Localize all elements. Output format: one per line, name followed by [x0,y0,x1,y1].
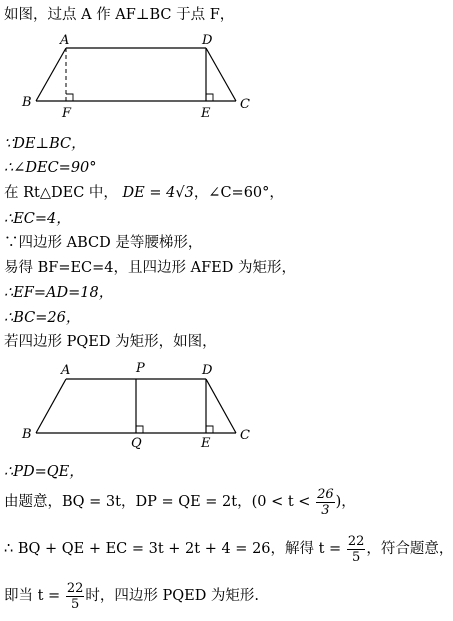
fraction-22-over-5-b [66,581,85,612]
label-B2: B [22,427,32,442]
de-perp-line: ∵DE⊥BC， [4,136,86,152]
easy-line: 易得 BF=EC=4，且四边形 AFED 为矩形， [4,260,296,276]
label-A2: A [61,363,71,378]
label-B: B [22,95,32,110]
conclusion-prefix: 即当 t = [4,588,61,604]
solve-line [4,533,453,565]
label-Q: Q [131,436,142,451]
label-C2: C [240,428,250,443]
given-prefix: 由题意，BQ = 3t，DP = QE = 2t，(0 < t < [4,494,311,510]
label-P: P [136,361,145,376]
conclusion-suffix: 时，四边形 PQED 为矩形. [85,588,260,604]
label-F: F [62,106,72,121]
fraction-numerator: 22 [347,533,365,549]
label-D2: D [202,363,213,378]
label-A: A [60,33,70,48]
given-line [4,486,356,518]
label-E2: E [201,436,211,451]
fraction-26-over-3 [316,487,335,518]
label-C: C [240,97,250,112]
fraction-denominator: 3 [321,502,330,518]
rt-angle-c: ，∠C=60°， [193,185,284,201]
ec-line: ∴EC=4， [4,211,71,227]
ef-line: ∴EF=AD=18， [4,285,114,301]
fraction-numerator: 26 [317,486,334,502]
pd-qe-line: ∴PD=QE， [4,464,84,480]
conclusion-line [4,580,259,612]
label-E: E [201,106,211,121]
rt-triangle-line [4,184,284,202]
angle-line: ∴∠DEC=90° [4,160,97,176]
trapezoid-figure-2 [0,355,436,455]
rt-de: DE = 4√3 [122,185,194,201]
solve-prefix: ∴ BQ + QE + EC = 3t + 2t + 4 = 26，解得 t = [4,541,342,557]
fraction-denominator: 5 [351,549,361,565]
intro-line: 如图，过点 A 作 AF⊥BC 于点 F， [4,7,235,23]
given-suffix: )， [335,494,356,510]
fraction-denominator: 5 [70,596,80,612]
fraction-numerator: 22 [66,580,84,596]
rt-prefix: 在 Rt△DEC 中， [4,185,118,201]
fraction-22-over-5 [347,534,366,565]
solve-suffix: ，符合题意， [366,541,453,557]
if-rectangle-line: 若四边形 PQED 为矩形，如图， [4,334,217,350]
isosceles-line: ∵四边形 ABCD 是等腰梯形， [4,235,203,251]
bc-line: ∴BC=26， [4,310,81,326]
trapezoid-figure-1 [0,30,436,125]
label-D: D [202,33,213,48]
